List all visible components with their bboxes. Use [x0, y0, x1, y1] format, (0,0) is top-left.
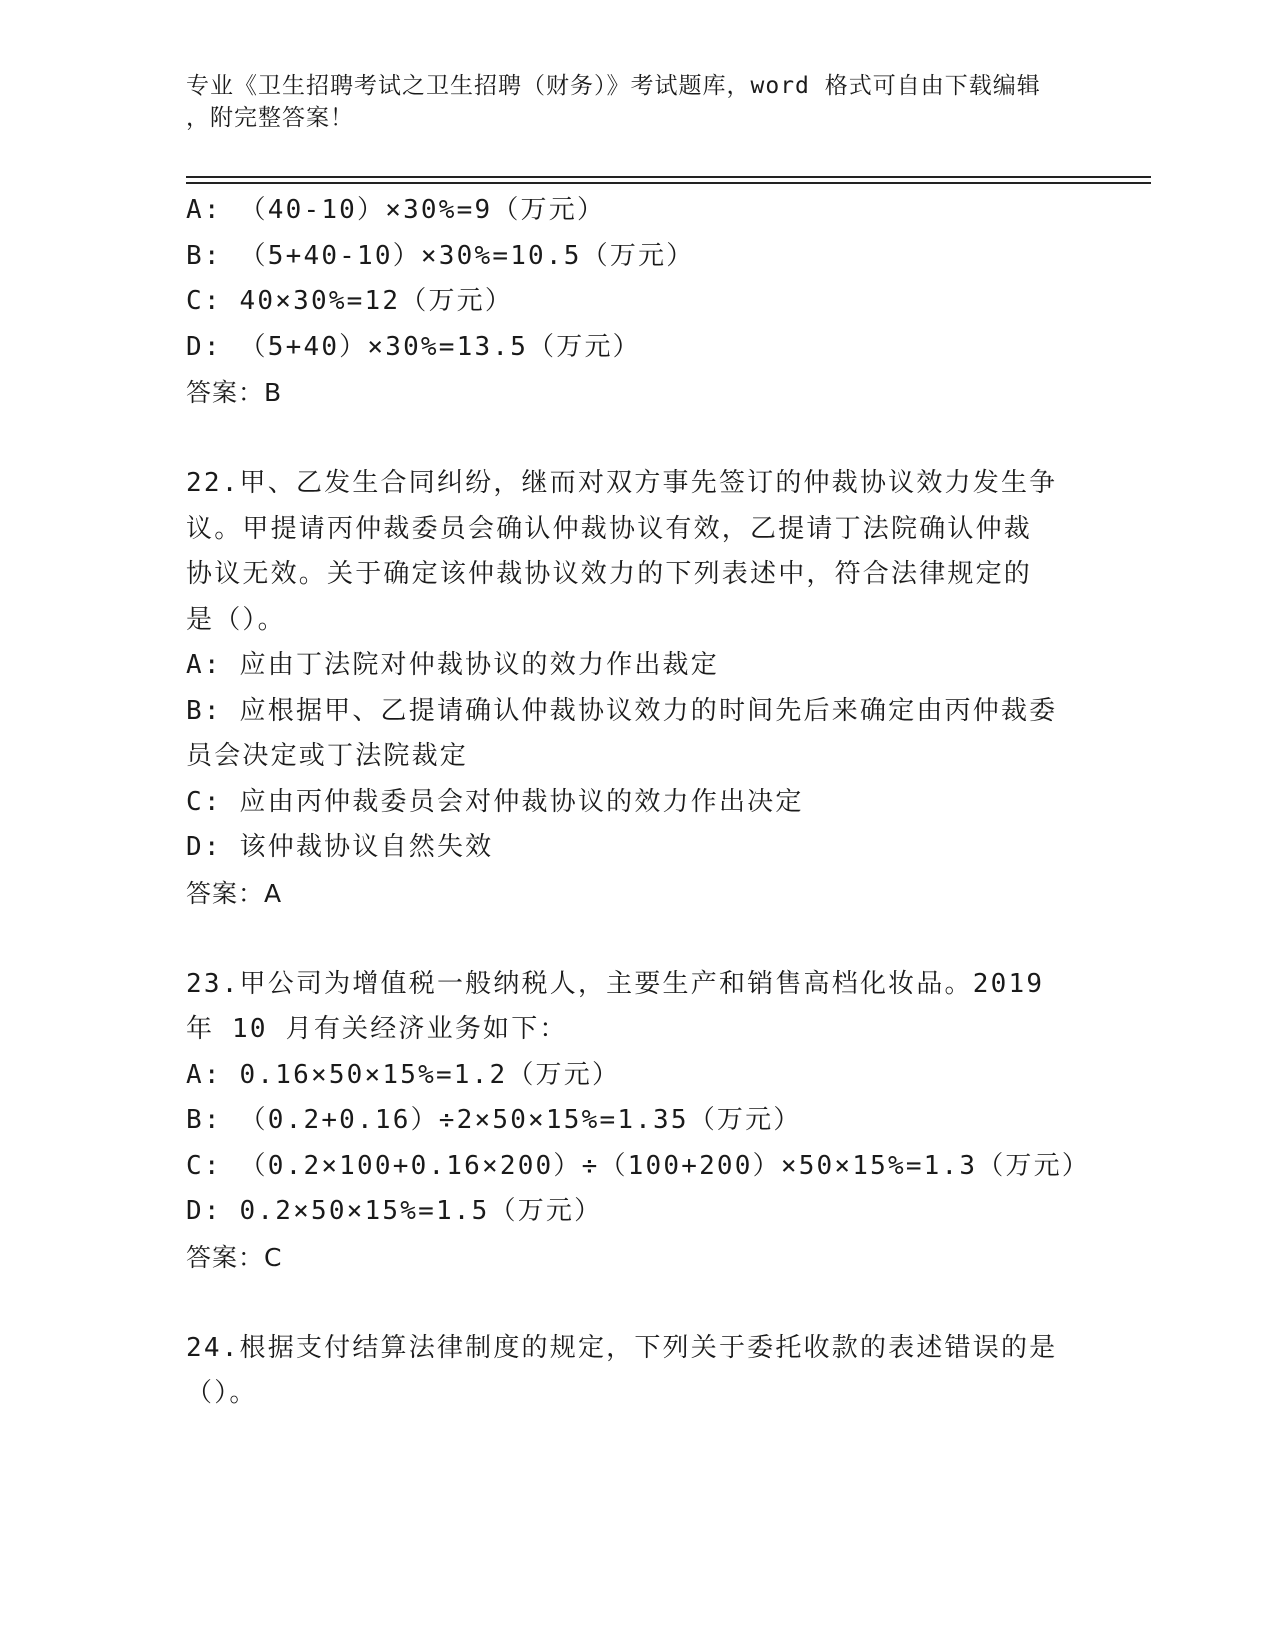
question-22 [186, 461, 1076, 916]
question-body [186, 188, 1091, 1417]
q21-option-b: B: （5+40-10）×30%=10.5（万元） [186, 240, 695, 271]
q24-stem-line-2: （）。 [186, 1378, 258, 1408]
q22-stem-line-2: 议。甲提请丙仲裁委员会确认仲裁协议有效，乙提请丁法院确认仲裁 [186, 513, 1033, 544]
q23-stem-line-1: 23.甲公司为增值税一般纳税人，主要生产和销售高档化妆品。2019 [186, 968, 1045, 999]
q22-stem-line-3: 协议无效。关于确定该仲裁协议效力的下列表述中，符合法律规定的 [186, 559, 1033, 589]
header-line-1: 专业《卫生招聘考试之卫生招聘（财务）》考试题库，word 格式可自由下载编辑 [186, 73, 1041, 99]
q22-answer: 答案：A [186, 878, 283, 908]
document-header [186, 70, 1066, 134]
q21-answer: 答案：B [186, 378, 283, 407]
q22-stem-line-4: 是（）。 [186, 604, 286, 635]
header-line-2: ，附完整答案！ [186, 105, 354, 131]
q21-option-c: C: 40×30%=12（万元） [186, 286, 514, 316]
q23-stem-line-2: 年 10 月有关经济业务如下： [186, 1014, 568, 1044]
q23-option-b: B: （0.2+0.16）÷2×50×15%=1.35（万元） [186, 1105, 802, 1135]
q23-answer: 答案：C [186, 1242, 283, 1272]
question-21 [186, 188, 1076, 416]
question-23 [186, 962, 1091, 1281]
q23-option-c: C: （0.2×100+0.16×200）÷（100+200）×50×15%=1.3（万元） [186, 1150, 1091, 1181]
q24-stem-line-1: 24.根据支付结算法律制度的规定，下列关于委托收款的表述错误的是 [186, 1332, 1058, 1363]
q21-option-d: D: （5+40）×30%=13.5（万元） [186, 331, 641, 362]
spacer [186, 916, 1076, 962]
spacer [186, 1280, 1076, 1326]
q22-option-c: C: 应由丙仲裁委员会对仲裁协议的效力作出决定 [186, 786, 804, 817]
q23-option-d: D: 0.2×50×15%=1.5（万元） [186, 1196, 603, 1226]
q23-option-a: A: 0.16×50×15%=1.2（万元） [186, 1059, 621, 1090]
q22-option-b: B: 应根据甲、乙提请确认仲裁协议效力的时间先后来确定由丙仲裁委 [186, 695, 1058, 726]
q22-option-b-cont: 员会决定或丁法院裁定 [186, 741, 469, 771]
q22-option-a: A: 应由丁法院对仲裁协议的效力作出裁定 [186, 650, 719, 680]
q21-option-a: A: （40-10）×30%=9（万元） [186, 195, 606, 225]
q22-option-d: D: 该仲裁协议自然失效 [186, 832, 494, 862]
spacer [186, 416, 1076, 462]
header-divider-bottom [186, 182, 1151, 184]
q22-stem-line-1: 22.甲、乙发生合同纠纷，继而对双方事先签订的仲裁协议效力发生争 [186, 468, 1058, 498]
header-divider-top [186, 176, 1151, 178]
question-24 [186, 1326, 1076, 1417]
